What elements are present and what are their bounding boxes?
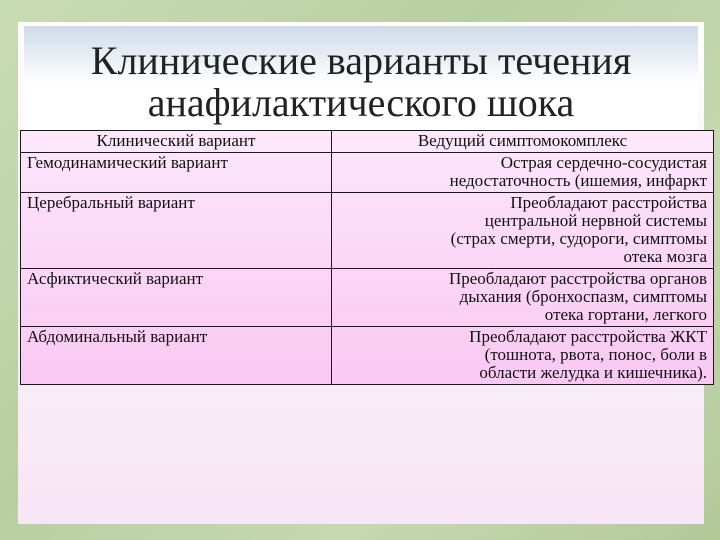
syndrome-line: отека гортани, легкого [544,305,707,324]
syndrome-line: области желудка и кишечника). [479,363,707,382]
syndrome-line: центральной нервной системы [484,211,707,230]
variant-cell: Абдоминальный вариант [21,327,332,385]
syndrome-cell [332,153,714,193]
syndrome-cell [332,269,714,327]
table-row [21,269,714,327]
slide [18,22,707,524]
table-header-row [21,131,714,153]
table-row [21,193,714,269]
syndrome-line: (страх смерти, судороги, симптомы [450,229,707,248]
variant-cell: Асфиктический вариант [21,269,332,327]
syndrome-line: дыхания (бронхоспазм, симптомы [459,287,707,306]
header-clinical-variant: Клинический вариант [21,131,332,153]
syndrome-cell [332,193,714,269]
title-line-1: Клинические варианты течения [90,38,632,83]
syndrome-line: Преобладают расстройства [510,193,707,212]
variants-table [20,130,714,385]
syndrome-line: отека мозга [623,247,707,266]
variant-cell: Церебральный вариант [21,193,332,269]
syndrome-line: (тошнота, рвота, понос, боли в [484,345,707,364]
slide-title [18,40,704,124]
header-leading-syndrome: Ведущий симптомокомплекс [332,131,714,153]
syndrome-line: недостаточность (ишемия, инфаркт [449,171,707,190]
table-row [21,153,714,193]
title-line-2: анафилактического шока [147,80,575,125]
variant-cell: Гемодинамический вариант [21,153,332,193]
table-row [21,327,714,385]
syndrome-line: Преобладают расстройства органов [448,269,707,288]
syndrome-cell [332,327,714,385]
syndrome-line: Преобладают расстройства ЖКТ [469,327,707,346]
syndrome-line: Острая сердечно-сосудистая [500,153,707,172]
